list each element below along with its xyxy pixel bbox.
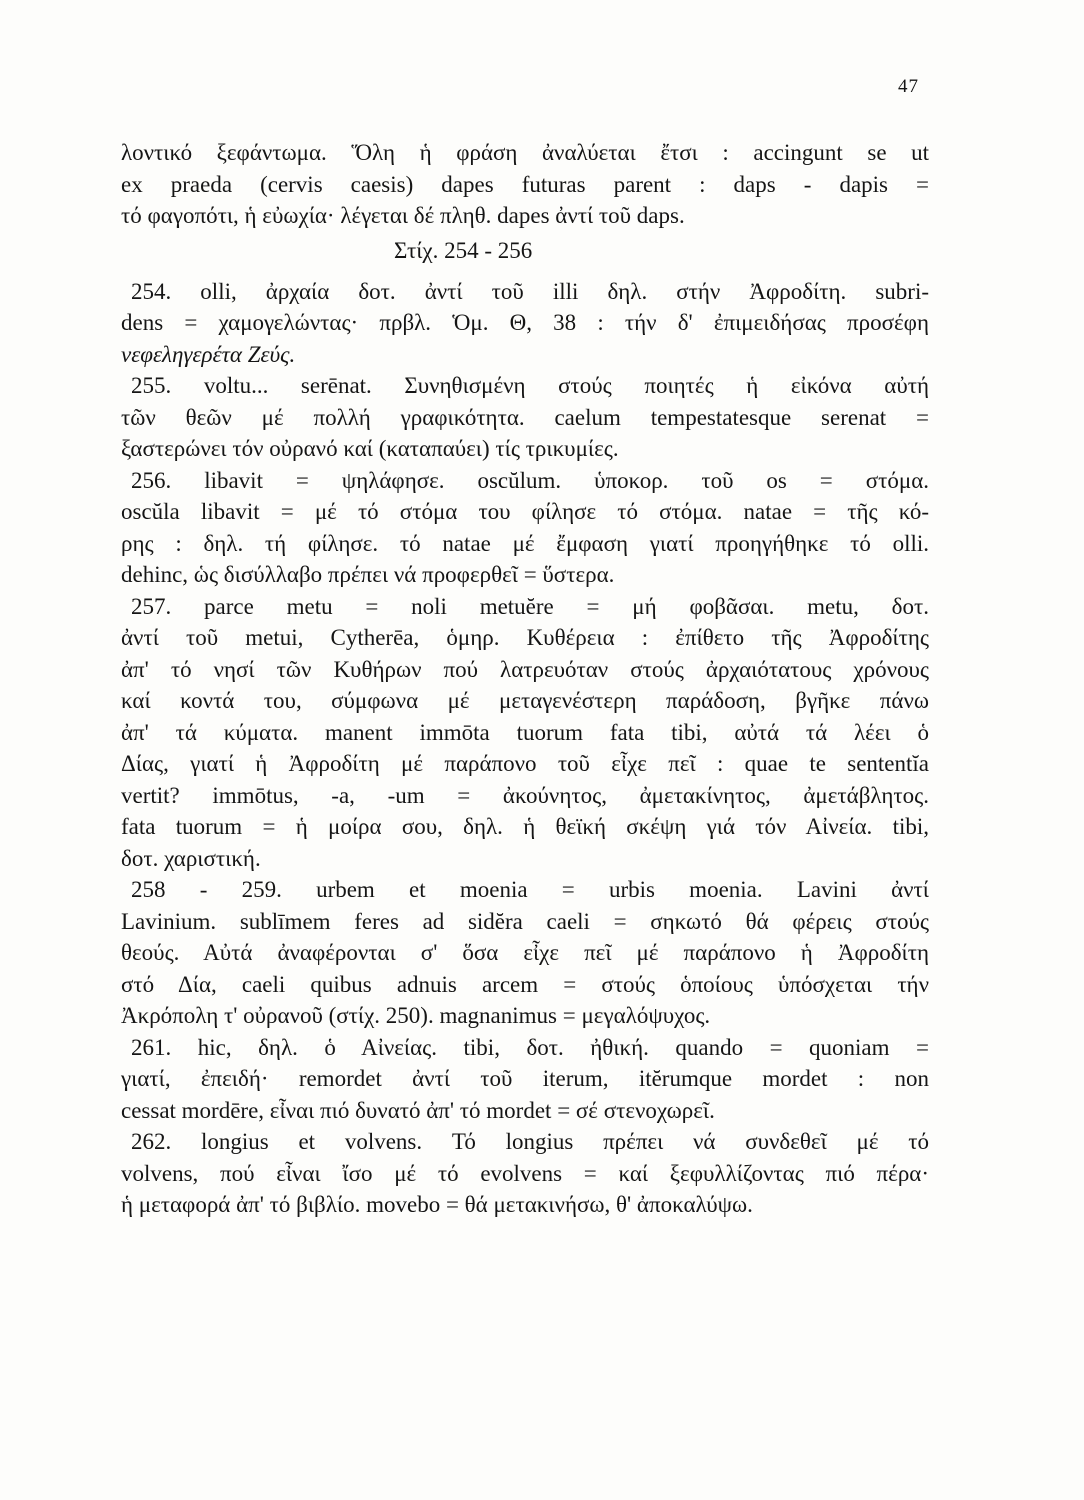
- text-line: dehinc, ὡς δισύλλαβο πρέπει νά προφερθεῖ = ὕστερα.: [121, 562, 615, 587]
- page-number: 47: [898, 76, 919, 97]
- text-line: fata tuorum = ἡ μοίρα σου, δηλ. ἡ θεϊκή σκέψη γιά τόν Αἰνεία. tibi,: [121, 814, 929, 839]
- text-line: ex praeda (cervis caesis) dapes futuras parent : daps - dapis =: [121, 171, 929, 197]
- text-line: vertit? immōtus, -a, -um = ἀκούνητος, ἀμετακίνητος, ἀμετάβλητος.: [121, 782, 929, 808]
- text-line: 254. olli, ἀρχαία δοτ. ἀντί τοῦ illi δηλ. στήν Ἀφροδίτη. subri-: [131, 278, 929, 304]
- text-line: Lavinium. sublīmem feres ad sidĕra caeli = σηκωτό θά φέρεις στούς: [121, 908, 929, 934]
- text-line: ἀπ' τό νησί τῶν Κυθήρων πού λατρευόταν στούς ἀρχαιότατους χρόνους: [121, 656, 929, 682]
- text-line: 261. hic, δηλ. ὁ Αἰνείας. tibi, δοτ. ἠθική. quando = quoniam =: [131, 1034, 929, 1060]
- text-line: ἀπ' τά κύματα. manent immōta tuorum fata tibi, αὐτά τά λέει ὁ: [121, 719, 929, 745]
- text-line: λοντικό ξεφάντωμα. Ὅλη ἡ φράση ἀναλύεται ἔτσι : accingunt se ut: [121, 140, 929, 165]
- text-line: 256. libavit = ψηλάφησε. oscŭlum. ὑποκορ. τοῦ os = στόμα.: [131, 467, 929, 493]
- text-line: τῶν θεῶν μέ πολλή γραφικότητα. caelum tempestatesque serenat =: [121, 404, 929, 430]
- text-line: Ἀκρόπολη τ' οὐρανοῦ (στίχ. 250). magnanimus = μεγαλόψυχος.: [121, 1003, 711, 1028]
- text-line: 257. parce metu = noli metuĕre = μή φοβᾶσαι. metu, δοτ.: [131, 593, 929, 619]
- text-line: volvens, πού εἶναι ἴσο μέ τό evolvens = καί ξεφυλλίζοντας πιό πέρα·: [121, 1160, 929, 1186]
- text-line: ξαστερώνει τόν οὐρανό καί (καταπαύει) τίς τρικυμίες.: [121, 436, 619, 461]
- text-line: ρης : δηλ. τή φίλησε. τό natae μέ ἔμφαση γιατί προηγήθηκε τό olli.: [121, 530, 929, 556]
- text-line: στό Δία, caeli quibus adnuis arcem = στούς ὁποίους ὑπόσχεται τήν: [121, 971, 929, 997]
- section-heading: Στίχ. 254 - 256: [394, 237, 533, 263]
- text-line: θεούς. Αὐτά ἀναφέρονται σ' ὅσα εἶχε πεῖ μέ παράπονο ἡ Ἀφροδίτη: [121, 940, 929, 965]
- text-line: Δίας, γιατί ἡ Ἀφροδίτη μέ παράπονο τοῦ εἶχε πεῖ : quae te sententĭa: [121, 751, 929, 776]
- text-line: τό φαγοπότι, ἡ εὐωχία· λέγεται δέ πληθ. dapes ἀντί τοῦ daps.: [121, 203, 685, 228]
- text-line: νεφεληγερέτα Ζεύς.: [121, 341, 296, 367]
- text-line: 255. voltu... serēnat. Συνηθισμένη στούς ποιητές ἡ εἰκόνα αὐτή: [131, 373, 929, 398]
- text-line: dens = χαμογελώντας· πρβλ. Ὁμ. Θ, 38 : τήν δ' ἐπιμειδήσας προσέφη: [121, 310, 929, 335]
- text-line: cessat mordēre, εἶναι πιό δυνατό ἀπ' τό mordet = σέ στενοχωρεῖ.: [121, 1097, 715, 1123]
- text-line: γιατί, ἐπειδή· remordet ἀντί τοῦ iterum, itĕrumque mordet : non: [121, 1066, 929, 1091]
- text-line: καί κοντά του, σύμφωνα μέ μεταγενέστερη παράδοση, βγῆκε πάνω: [121, 688, 929, 713]
- text-line: 262. longius et volvens. Τό longius πρέπει νά συνδεθεῖ μέ τό: [131, 1129, 929, 1154]
- text-line: δοτ. χαριστική.: [121, 845, 261, 871]
- text-line: oscŭla libavit = μέ τό στόμα του φίλησε τό στόμα. natae = τῆς κό-: [121, 499, 929, 524]
- text-line: ἡ μεταφορά ἀπ' τό βιβλίο. movebo = θά μετακινήσω, θ' ἀποκαλύψω.: [121, 1192, 753, 1217]
- text-line: 258 - 259. urbem et moenia = urbis moenia. Lavini ἀντί: [131, 877, 929, 902]
- text-line: ἀντί τοῦ metui, Cytherēa, ὁμηρ. Κυθέρεια : ἐπίθετο τῆς Ἀφροδίτης: [121, 625, 929, 650]
- body-text: [121, 137, 929, 1221]
